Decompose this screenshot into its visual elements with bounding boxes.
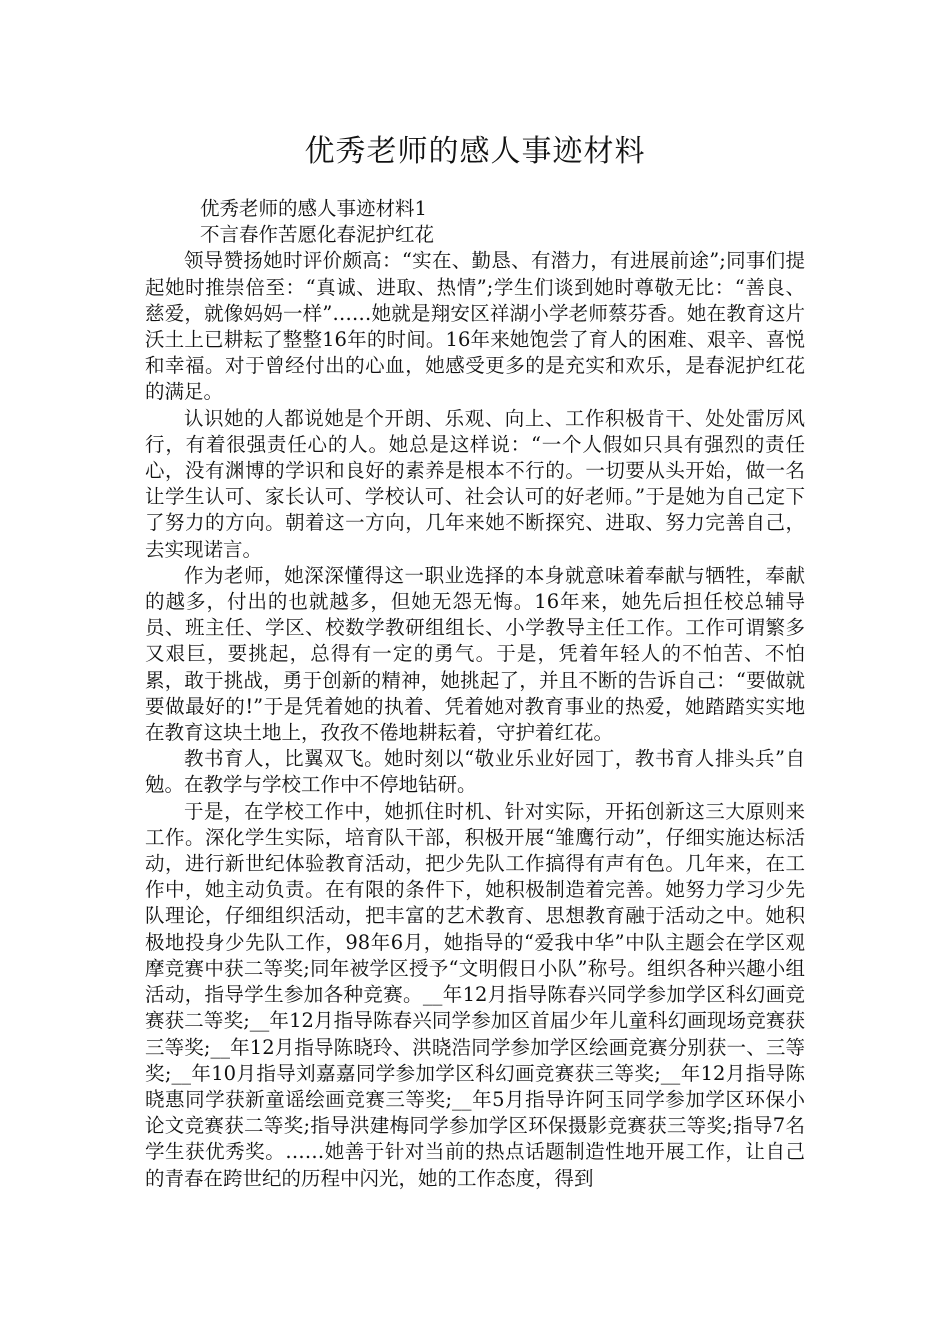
paragraph-responsibility: 认识她的人都说她是个开朗、乐观、向上、工作积极肯干、处处雷厉风行，有着很强责任心的人。她总是这样说：“一个人假如只具有强烈的责任心，没有渊博的学识和良好的素养是根本不行的。一切要从头开始，做一名让学生认可、家长认可、学校认可、社会认可的好老师。”于是她为自己定下了努力的方向。朝着这一方向，几年来她不断探究、进取、努力完善自己，去实现诺言。 (145, 406, 805, 561)
paragraph-school-work: 于是，在学校工作中，她抓住时机、针对实际，开拓创新这三大原则来工作。深化学生实际，培育队干部，积极开展“雏鹰行动”，仔细实施达标活动，进行新世纪体验教育活动，把少先队工作搞得有声有色。几年来，在工作中，她主动负责。在有限的条件下，她积极制造着完善。她努力学习少先队理论，仔细组织活动，把丰富的艺术教育、思想教育融于活动之中。她积极地投身少先队工作，98年6月，她指导的“爱我中华”中队主题会在学区观摩竞赛中获二等奖;同年被学区授予“文明假日小队”称号。组织各种兴趣小组活动，指导学生参加各种竞赛。__年12月指导陈春兴同学参加学区科幻画竞赛获二等奖;__年12月指导陈春兴同学参加区首届少年儿童科幻画现场竞赛获三等奖;__年12月指导陈晓玲、洪晓浩同学参加学区绘画竞赛分别获一、三等奖;__年10月指导刘嘉嘉同学参加学区科幻画竞赛获三等奖;__年12月指导陈晓惠同学获新童谣绘画竞赛三等奖;__年5月指导许阿玉同学参加学区环保小论文竞赛获二等奖;指导洪建梅同学参加学区环保摄影竞赛获三等奖;指导7名学生获优秀奖。……她善于针对当前的热点话题制造性地开展工作，让自己的青春在跨世纪的历程中闪光，她的工作态度，得到 (145, 799, 805, 1190)
document-body (145, 196, 805, 1192)
paragraph-dedication: 作为老师，她深深懂得这一职业选择的本身就意味着奉献与牺牲，奉献的越多，付出的也就越多，但她无怨无悔。16年来，她先后担任校总辅导员、班主任、学区、校数学教研组组长、小学教导主任工作。工作可谓繁多又艰巨，要挑起，总得有一定的勇气。于是，凭着年轻人的不怕苦、不怕累，敢于挑战，勇于创新的精神，她挑起了，并且不断的告诉自己：“要做就要做最好的!”于是凭着她的执着、凭着她对教育事业的热爱，她踏踏实实地在教育这块土地上，孜孜不倦地耕耘着，守护着红花。 (145, 563, 805, 745)
paragraph-teaching: 教书育人，比翼双飞。她时刻以“敬业乐业好园丁，教书育人排头兵”自勉。在教学与学校工作中不停地钻研。 (145, 747, 805, 797)
section-heading: 不言春作苦愿化春泥护红花 (200, 223, 435, 247)
paragraph-praise: 领导赞扬她时评价颇高：“实在、勤恳、有潜力，有进展前途”;同事们提起她时推崇倍至：“真诚、进取、热情”;学生们谈到她时尊敬无比：“善良、慈爱，就像妈妈一样”……她就是翔安区祥湖小学老师蔡芬香。她在教育这片沃土上已耕耘了整整16年的时间。16年来她饱尝了育人的困难、艰辛、喜悦和幸福。对于曾经付出的心血，她感受更多的是充实和欢乐，是春泥护红花的满足。 (145, 249, 805, 404)
document-subtitle: 优秀老师的感人事迹材料1 (200, 197, 427, 220)
document-page (145, 0, 805, 1344)
document-title: 优秀老师的感人事迹材料 (304, 134, 646, 169)
